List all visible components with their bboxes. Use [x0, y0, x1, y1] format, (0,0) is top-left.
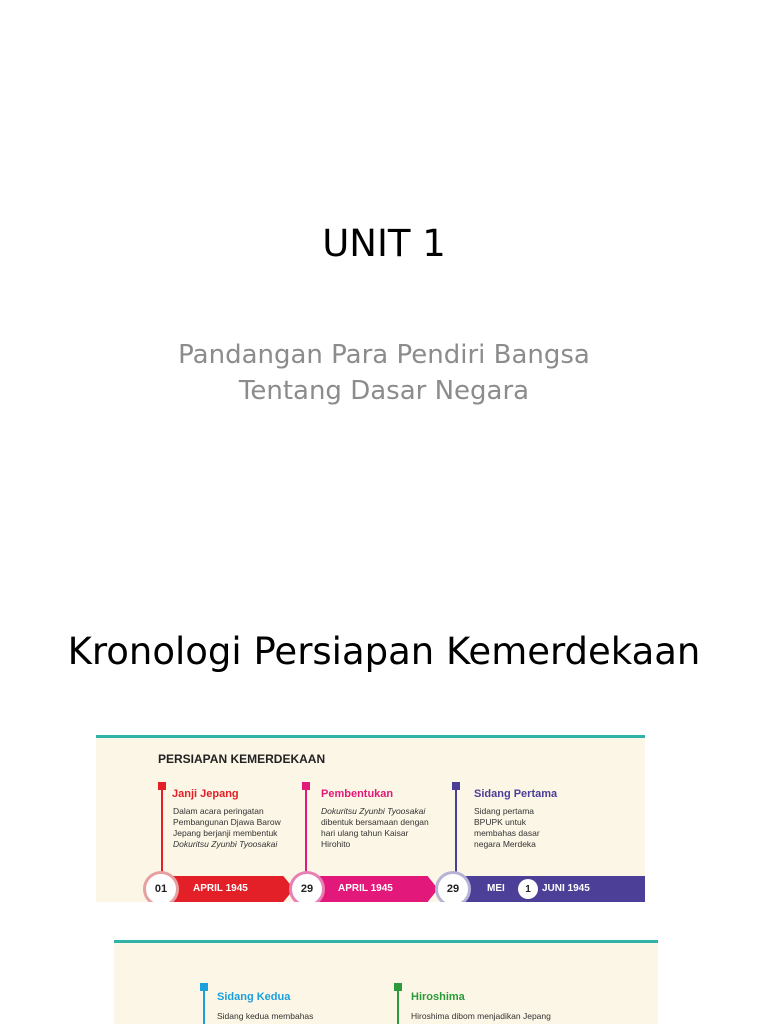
event-stem-3 [455, 787, 457, 873]
event-title-1: Janji Jepang [172, 788, 239, 800]
event-title-4: Sidang Kedua [217, 991, 291, 1003]
event-desc-2 [321, 806, 429, 850]
slide-subtitle [0, 337, 768, 409]
event-desc-1 [173, 806, 281, 850]
date-circle-1: 01 [143, 871, 179, 902]
timeline-month-1: APRIL 1945 [193, 883, 248, 894]
panel-top-line [114, 940, 658, 943]
event-desc-3 [474, 806, 540, 850]
timeline-month-3: MEI [487, 883, 505, 894]
event-desc-1-line: Dokuritsu Zyunbi Tyoosakai [173, 839, 278, 849]
infographic-panel-2 [114, 940, 658, 1024]
event-desc-4: Sidang kedua membahas [217, 1011, 314, 1021]
date-circle-4: 1 [518, 879, 538, 899]
infographic-heading: PERSIAPAN KEMERDEKAAN [158, 752, 326, 766]
slide2-title: Kronologi Persiapan Kemerdekaan [67, 630, 701, 673]
subtitle-line-1: Pandangan Para Pendiri Bangsa [178, 340, 590, 370]
event-desc-2-line: hari ulang tahun Kaisar [321, 828, 409, 838]
timeline-month-2: APRIL 1945 [338, 883, 393, 894]
event-desc-1-line: Dalam acara peringatan [173, 806, 264, 816]
event-desc-5: Hiroshima dibom menjadikan Jepang [411, 1011, 551, 1021]
event-stem-4 [203, 988, 205, 1024]
event-desc-3-line: membahas dasar [474, 828, 540, 838]
event-title-3: Sidang Pertama [474, 788, 558, 800]
event-cap-1 [158, 782, 166, 790]
event-desc-1-line: Jepang berjanji membentuk [173, 828, 278, 838]
panel-top-line [96, 735, 645, 738]
slide-title: UNIT 1 [322, 222, 446, 265]
event-title-5: Hiroshima [411, 991, 465, 1003]
event-desc-2-line: dibentuk bersamaan dengan [321, 817, 429, 827]
subtitle-line-2: Tentang Dasar Negara [238, 376, 530, 406]
event-desc-1-line: Pembangunan Djawa Barow [173, 817, 281, 827]
date-circle-2: 29 [289, 871, 325, 902]
event-cap-4 [200, 983, 208, 991]
event-title-2: Pembentukan [321, 788, 394, 800]
date-circle-3: 29 [435, 871, 471, 902]
event-desc-3-line: Sidang pertama [474, 806, 535, 816]
event-cap-3 [452, 782, 460, 790]
event-stem-1 [161, 787, 163, 873]
infographic-panel [96, 735, 645, 902]
event-stem-2 [305, 787, 307, 873]
event-stem-5 [397, 988, 399, 1024]
event-desc-2-line: Dokuritsu Zyunbi Tyoosakai [321, 806, 426, 816]
event-desc-3-line: BPUPK untuk [474, 817, 526, 827]
event-desc-3-line: negara Merdeka [474, 839, 536, 849]
event-cap-2 [302, 782, 310, 790]
event-cap-5 [394, 983, 402, 991]
timeline-month-4: JUNI 1945 [542, 883, 590, 894]
event-desc-2-line: Hirohito [321, 839, 351, 849]
